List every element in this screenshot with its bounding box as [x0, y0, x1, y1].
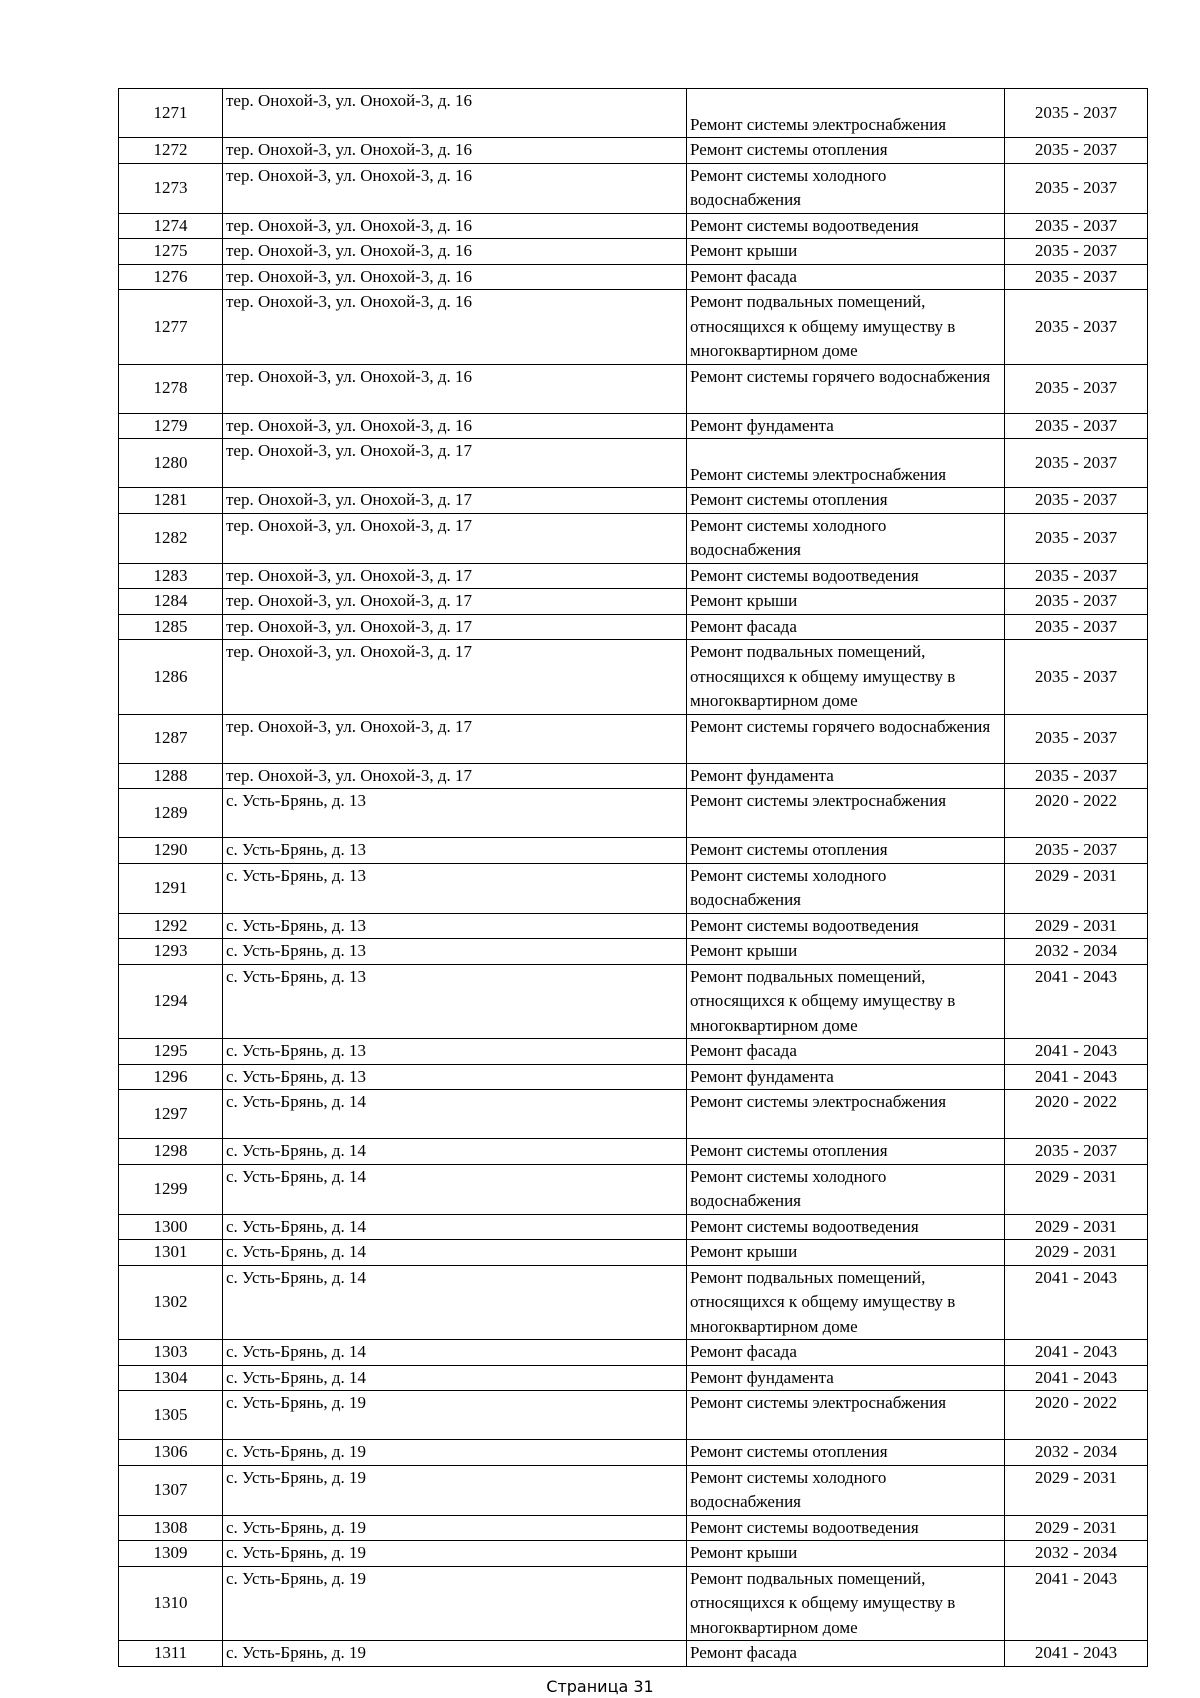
- table-row: [119, 89, 1148, 138]
- address-cell: с. Усть-Брянь, д. 19: [223, 1465, 687, 1515]
- row-number-cell: 1309: [119, 1541, 223, 1567]
- address-cell: с. Усть-Брянь, д. 14: [223, 1164, 687, 1214]
- period-cell: 2035 - 2037: [1005, 163, 1148, 213]
- address-cell: с. Усть-Брянь, д. 13: [223, 964, 687, 1039]
- row-number-cell: 1306: [119, 1440, 223, 1466]
- table-row: [119, 1164, 1148, 1214]
- period-cell: 2041 - 2043: [1005, 964, 1148, 1039]
- work-type-cell: Ремонт системы водоотведения: [687, 213, 1005, 239]
- table-row: [119, 838, 1148, 864]
- row-number-cell: 1303: [119, 1340, 223, 1366]
- period-cell: 2035 - 2037: [1005, 1139, 1148, 1165]
- address-cell: с. Усть-Брянь, д. 14: [223, 1265, 687, 1340]
- work-type-cell: Ремонт системы горячего водоснабжения: [687, 364, 1005, 413]
- row-number-cell: 1283: [119, 563, 223, 589]
- period-cell: 2032 - 2034: [1005, 1541, 1148, 1567]
- table-row: [119, 1391, 1148, 1440]
- table-row: [119, 863, 1148, 913]
- period-cell: 2029 - 2031: [1005, 1515, 1148, 1541]
- work-type-cell: Ремонт системы холодного водоснабжения: [687, 1164, 1005, 1214]
- row-number-cell: 1285: [119, 614, 223, 640]
- table-row: [119, 964, 1148, 1039]
- period-cell: 2035 - 2037: [1005, 488, 1148, 514]
- period-cell: 2041 - 2043: [1005, 1566, 1148, 1641]
- address-cell: с. Усть-Брянь, д. 14: [223, 1340, 687, 1366]
- address-cell: тер. Онохой-3, ул. Онохой-3, д. 16: [223, 163, 687, 213]
- work-type-cell: Ремонт фасада: [687, 264, 1005, 290]
- row-number-cell: 1280: [119, 439, 223, 488]
- row-number-cell: 1282: [119, 513, 223, 563]
- address-cell: с. Усть-Брянь, д. 19: [223, 1440, 687, 1466]
- period-cell: 2035 - 2037: [1005, 763, 1148, 789]
- table-row: [119, 1240, 1148, 1266]
- work-type-cell: Ремонт системы холодного водоснабжения: [687, 163, 1005, 213]
- work-type-cell: Ремонт крыши: [687, 939, 1005, 965]
- period-cell: 2035 - 2037: [1005, 89, 1148, 138]
- period-cell: 2041 - 2043: [1005, 1365, 1148, 1391]
- table-row: [119, 163, 1148, 213]
- work-type-cell: Ремонт системы электроснабжения: [687, 439, 1005, 488]
- table-row: [119, 1064, 1148, 1090]
- address-cell: тер. Онохой-3, ул. Онохой-3, д. 16: [223, 138, 687, 164]
- address-cell: с. Усть-Брянь, д. 19: [223, 1566, 687, 1641]
- work-type-cell: Ремонт системы электроснабжения: [687, 89, 1005, 138]
- row-number-cell: 1310: [119, 1566, 223, 1641]
- address-cell: с. Усть-Брянь, д. 14: [223, 1214, 687, 1240]
- period-cell: 2035 - 2037: [1005, 563, 1148, 589]
- table-row: [119, 1465, 1148, 1515]
- row-number-cell: 1287: [119, 714, 223, 763]
- table-row: [119, 364, 1148, 413]
- row-number-cell: 1273: [119, 163, 223, 213]
- row-number-cell: 1286: [119, 640, 223, 715]
- row-number-cell: 1294: [119, 964, 223, 1039]
- address-cell: с. Усть-Брянь, д. 13: [223, 1064, 687, 1090]
- address-cell: тер. Онохой-3, ул. Онохой-3, д. 17: [223, 640, 687, 715]
- address-cell: тер. Онохой-3, ул. Онохой-3, д. 16: [223, 213, 687, 239]
- period-cell: 2035 - 2037: [1005, 413, 1148, 439]
- work-type-cell: Ремонт крыши: [687, 1240, 1005, 1266]
- row-number-cell: 1291: [119, 863, 223, 913]
- work-type-cell: Ремонт системы водоотведения: [687, 563, 1005, 589]
- table-row: [119, 1214, 1148, 1240]
- period-cell: 2032 - 2034: [1005, 939, 1148, 965]
- address-cell: с. Усть-Брянь, д. 19: [223, 1541, 687, 1567]
- period-cell: 2035 - 2037: [1005, 439, 1148, 488]
- work-type-cell: Ремонт системы холодного водоснабжения: [687, 513, 1005, 563]
- table-row: [119, 1139, 1148, 1165]
- period-cell: 2029 - 2031: [1005, 1465, 1148, 1515]
- work-type-cell: Ремонт подвальных помещений, относящихся к общему имуществу в многоквартирном доме: [687, 1265, 1005, 1340]
- period-cell: 2032 - 2034: [1005, 1440, 1148, 1466]
- table-row: [119, 913, 1148, 939]
- address-cell: с. Усть-Брянь, д. 14: [223, 1090, 687, 1139]
- row-number-cell: 1284: [119, 589, 223, 615]
- period-cell: 2035 - 2037: [1005, 513, 1148, 563]
- row-number-cell: 1295: [119, 1039, 223, 1065]
- table-body: [119, 89, 1148, 1667]
- row-number-cell: 1275: [119, 239, 223, 265]
- work-type-cell: Ремонт подвальных помещений, относящихся к общему имуществу в многоквартирном доме: [687, 964, 1005, 1039]
- work-type-cell: Ремонт фундамента: [687, 413, 1005, 439]
- address-cell: тер. Онохой-3, ул. Онохой-3, д. 16: [223, 364, 687, 413]
- period-cell: 2029 - 2031: [1005, 1214, 1148, 1240]
- work-type-cell: Ремонт фундамента: [687, 1365, 1005, 1391]
- table-row: [119, 589, 1148, 615]
- work-type-cell: Ремонт фундамента: [687, 763, 1005, 789]
- row-number-cell: 1293: [119, 939, 223, 965]
- period-cell: 2029 - 2031: [1005, 913, 1148, 939]
- table-row: [119, 1641, 1148, 1667]
- period-cell: 2035 - 2037: [1005, 589, 1148, 615]
- table-row: [119, 1440, 1148, 1466]
- period-cell: 2041 - 2043: [1005, 1641, 1148, 1667]
- work-type-cell: Ремонт системы водоотведения: [687, 1214, 1005, 1240]
- period-cell: 2041 - 2043: [1005, 1265, 1148, 1340]
- work-type-cell: Ремонт подвальных помещений, относящихся к общему имуществу в многоквартирном доме: [687, 640, 1005, 715]
- page-footer: [0, 1677, 1200, 1696]
- row-number-cell: 1298: [119, 1139, 223, 1165]
- period-cell: 2035 - 2037: [1005, 714, 1148, 763]
- table-row: [119, 763, 1148, 789]
- row-number-cell: 1271: [119, 89, 223, 138]
- work-type-cell: Ремонт системы холодного водоснабжения: [687, 1465, 1005, 1515]
- table-row: [119, 1515, 1148, 1541]
- row-number-cell: 1299: [119, 1164, 223, 1214]
- work-type-cell: Ремонт системы отопления: [687, 488, 1005, 514]
- address-cell: тер. Онохой-3, ул. Онохой-3, д. 17: [223, 563, 687, 589]
- table-row: [119, 439, 1148, 488]
- work-type-cell: Ремонт фасада: [687, 1039, 1005, 1065]
- period-cell: 2035 - 2037: [1005, 138, 1148, 164]
- work-type-cell: Ремонт крыши: [687, 589, 1005, 615]
- period-cell: 2041 - 2043: [1005, 1340, 1148, 1366]
- address-cell: тер. Онохой-3, ул. Онохой-3, д. 17: [223, 488, 687, 514]
- table-row: [119, 213, 1148, 239]
- address-cell: тер. Онохой-3, ул. Онохой-3, д. 16: [223, 290, 687, 365]
- period-cell: 2020 - 2022: [1005, 789, 1148, 838]
- period-cell: 2035 - 2037: [1005, 213, 1148, 239]
- row-number-cell: 1277: [119, 290, 223, 365]
- row-number-cell: 1288: [119, 763, 223, 789]
- table-row: [119, 939, 1148, 965]
- address-cell: тер. Онохой-3, ул. Онохой-3, д. 17: [223, 589, 687, 615]
- period-cell: 2020 - 2022: [1005, 1090, 1148, 1139]
- work-type-cell: Ремонт системы горячего водоснабжения: [687, 714, 1005, 763]
- address-cell: с. Усть-Брянь, д. 13: [223, 939, 687, 965]
- work-type-cell: Ремонт системы водоотведения: [687, 913, 1005, 939]
- period-cell: 2029 - 2031: [1005, 1240, 1148, 1266]
- table-row: [119, 488, 1148, 514]
- period-cell: 2029 - 2031: [1005, 1164, 1148, 1214]
- row-number-cell: 1276: [119, 264, 223, 290]
- row-number-cell: 1296: [119, 1064, 223, 1090]
- row-number-cell: 1307: [119, 1465, 223, 1515]
- row-number-cell: 1308: [119, 1515, 223, 1541]
- address-cell: с. Усть-Брянь, д. 14: [223, 1240, 687, 1266]
- work-type-cell: Ремонт фасада: [687, 614, 1005, 640]
- row-number-cell: 1305: [119, 1391, 223, 1440]
- row-number-cell: 1301: [119, 1240, 223, 1266]
- period-cell: 2041 - 2043: [1005, 1064, 1148, 1090]
- repair-schedule-table: [118, 88, 1148, 1667]
- address-cell: с. Усть-Брянь, д. 13: [223, 913, 687, 939]
- period-cell: 2035 - 2037: [1005, 239, 1148, 265]
- work-type-cell: Ремонт системы отопления: [687, 1139, 1005, 1165]
- address-cell: тер. Онохой-3, ул. Онохой-3, д. 17: [223, 614, 687, 640]
- table-row: [119, 1541, 1148, 1567]
- work-type-cell: Ремонт подвальных помещений, относящихся к общему имуществу в многоквартирном доме: [687, 1566, 1005, 1641]
- table-row: [119, 614, 1148, 640]
- work-type-cell: Ремонт системы электроснабжения: [687, 1090, 1005, 1139]
- row-number-cell: 1311: [119, 1641, 223, 1667]
- row-number-cell: 1300: [119, 1214, 223, 1240]
- work-type-cell: Ремонт системы водоотведения: [687, 1515, 1005, 1541]
- work-type-cell: Ремонт системы отопления: [687, 838, 1005, 864]
- address-cell: с. Усть-Брянь, д. 14: [223, 1365, 687, 1391]
- page-number-label: Страница 31: [546, 1677, 654, 1696]
- address-cell: тер. Онохой-3, ул. Онохой-3, д. 17: [223, 439, 687, 488]
- work-type-cell: Ремонт системы электроснабжения: [687, 789, 1005, 838]
- work-type-cell: Ремонт фасада: [687, 1641, 1005, 1667]
- work-type-cell: Ремонт системы холодного водоснабжения: [687, 863, 1005, 913]
- table-row: [119, 1365, 1148, 1391]
- row-number-cell: 1279: [119, 413, 223, 439]
- period-cell: 2035 - 2037: [1005, 640, 1148, 715]
- work-type-cell: Ремонт системы электроснабжения: [687, 1391, 1005, 1440]
- address-cell: тер. Онохой-3, ул. Онохой-3, д. 16: [223, 413, 687, 439]
- table-row: [119, 138, 1148, 164]
- table-row: [119, 714, 1148, 763]
- address-cell: с. Усть-Брянь, д. 13: [223, 1039, 687, 1065]
- address-cell: с. Усть-Брянь, д. 13: [223, 789, 687, 838]
- period-cell: 2035 - 2037: [1005, 290, 1148, 365]
- row-number-cell: 1290: [119, 838, 223, 864]
- address-cell: тер. Онохой-3, ул. Онохой-3, д. 16: [223, 239, 687, 265]
- table-row: [119, 1039, 1148, 1065]
- work-type-cell: Ремонт крыши: [687, 1541, 1005, 1567]
- address-cell: с. Усть-Брянь, д. 19: [223, 1515, 687, 1541]
- address-cell: с. Усть-Брянь, д. 19: [223, 1391, 687, 1440]
- address-cell: тер. Онохой-3, ул. Онохой-3, д. 17: [223, 513, 687, 563]
- table-row: [119, 1090, 1148, 1139]
- row-number-cell: 1278: [119, 364, 223, 413]
- table-row: [119, 1265, 1148, 1340]
- table-row: [119, 513, 1148, 563]
- table-row: [119, 563, 1148, 589]
- row-number-cell: 1297: [119, 1090, 223, 1139]
- table-row: [119, 789, 1148, 838]
- address-cell: тер. Онохой-3, ул. Онохой-3, д. 17: [223, 714, 687, 763]
- address-cell: с. Усть-Брянь, д. 14: [223, 1139, 687, 1165]
- work-type-cell: Ремонт подвальных помещений, относящихся к общему имуществу в многоквартирном доме: [687, 290, 1005, 365]
- row-number-cell: 1272: [119, 138, 223, 164]
- table-row: [119, 239, 1148, 265]
- work-type-cell: Ремонт фасада: [687, 1340, 1005, 1366]
- address-cell: с. Усть-Брянь, д. 13: [223, 863, 687, 913]
- work-type-cell: Ремонт системы отопления: [687, 138, 1005, 164]
- period-cell: 2035 - 2037: [1005, 838, 1148, 864]
- table-row: [119, 264, 1148, 290]
- address-cell: тер. Онохой-3, ул. Онохой-3, д. 16: [223, 89, 687, 138]
- row-number-cell: 1274: [119, 213, 223, 239]
- period-cell: 2041 - 2043: [1005, 1039, 1148, 1065]
- period-cell: 2035 - 2037: [1005, 614, 1148, 640]
- address-cell: тер. Онохой-3, ул. Онохой-3, д. 17: [223, 763, 687, 789]
- period-cell: 2035 - 2037: [1005, 364, 1148, 413]
- document-page: [118, 88, 1147, 1667]
- table-row: [119, 1340, 1148, 1366]
- work-type-cell: Ремонт фундамента: [687, 1064, 1005, 1090]
- address-cell: тер. Онохой-3, ул. Онохой-3, д. 16: [223, 264, 687, 290]
- address-cell: с. Усть-Брянь, д. 13: [223, 838, 687, 864]
- work-type-cell: Ремонт крыши: [687, 239, 1005, 265]
- period-cell: 2029 - 2031: [1005, 863, 1148, 913]
- row-number-cell: 1289: [119, 789, 223, 838]
- address-cell: с. Усть-Брянь, д. 19: [223, 1641, 687, 1667]
- table-row: [119, 640, 1148, 715]
- work-type-cell: Ремонт системы отопления: [687, 1440, 1005, 1466]
- period-cell: 2035 - 2037: [1005, 264, 1148, 290]
- table-row: [119, 413, 1148, 439]
- row-number-cell: 1281: [119, 488, 223, 514]
- row-number-cell: 1292: [119, 913, 223, 939]
- row-number-cell: 1302: [119, 1265, 223, 1340]
- table-row: [119, 290, 1148, 365]
- table-row: [119, 1566, 1148, 1641]
- period-cell: 2020 - 2022: [1005, 1391, 1148, 1440]
- row-number-cell: 1304: [119, 1365, 223, 1391]
